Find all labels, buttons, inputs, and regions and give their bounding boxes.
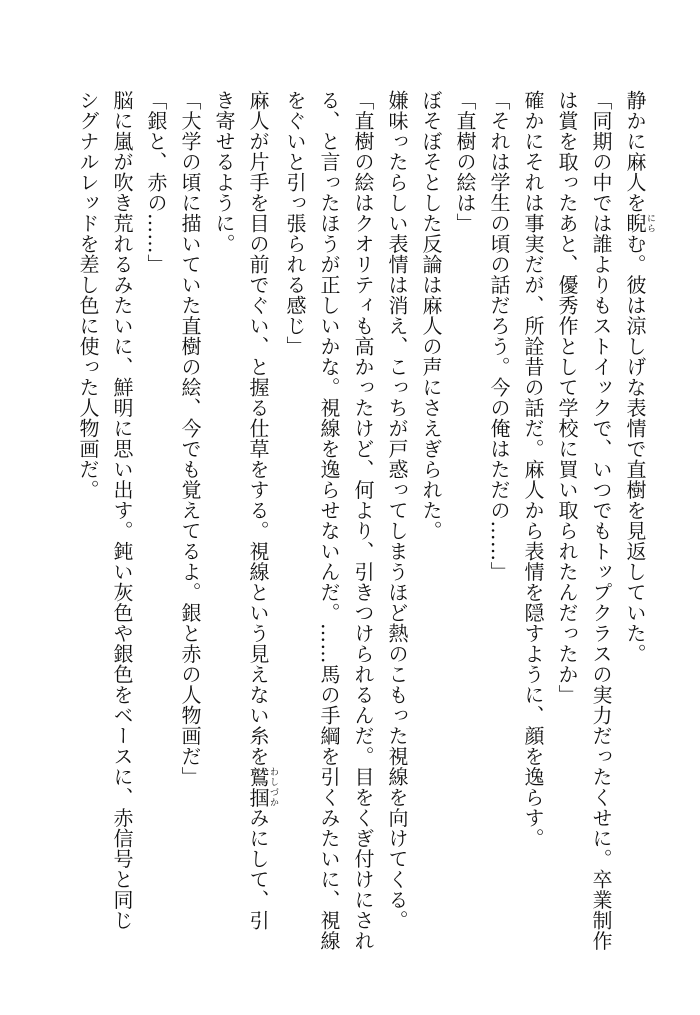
text-line-12: 麻人が片手を目の前でぐい、と握る仕草をする。視線という見えない糸を鷲掴わしづかみにして、引 [246, 90, 278, 931]
text-line-4: 確かにそれは事実だが、所詮昔の話だ。麻人から表情を隠すように、顔を逸らす。 [521, 90, 545, 849]
vertical-text-block [25, 90, 655, 970]
text-line-16: 脳に嵐が吹き荒れるみたいに、鮮明に思い出す。鈍い灰色や銀色をベースに、赤信号と同じ [110, 90, 134, 931]
text-line-11: をぐいと引っ張られる感じ」 [283, 90, 307, 357]
text-line-2: 「同期の中では誰よりもストイックで、いつでもトップクラスの実力だったくせに。卒業制作 [589, 90, 613, 951]
text-line-14: 「大学の頃に描いていた直樹の絵、今でも覚えてるよ。銀と赤の人物画だ」 [178, 90, 202, 787]
text-line-8: 嫌味ったらしい表情は消え、こっちが戸惑ってしまうほど熱のこもった視線を向けてくる。 [385, 90, 409, 931]
text-line-5: 「それは学生の頃の話だろう。今の俺はただの……」 [487, 90, 511, 582]
ruby-washizukami: 鷲掴わしづか [246, 766, 278, 808]
text-line-7: ぼそぼそとした反論は麻人の声にさえぎられた。 [419, 90, 443, 541]
text-line-3: は賞を取ったあと、優秀作として学校に買い取られたんだったか」 [555, 90, 579, 705]
text-line-6: 「直樹の絵は」 [453, 90, 477, 234]
text-line-17: シグナルレッドを差し色に使った人物画だ。 [76, 90, 100, 500]
text-line-13: き寄せるように。 [212, 90, 236, 254]
text-line-1: 静かに麻人を睨にらむ。彼は涼しげな表情で直樹を見返していた。 [623, 90, 655, 664]
ruby-niramu: 睨にら [623, 213, 655, 234]
text-line-15: 「銀と、赤の……」 [144, 90, 168, 275]
text-line-9: 「直樹の絵はクオリティも高かったけど、何より、引きつけられるんだ。目をくぎ付けにされ [351, 90, 375, 951]
text-line-10: る、と言ったほうが正しいかな。視線を逸らせないんだ。……馬の手綱を引くみたいに、視線 [317, 90, 341, 951]
